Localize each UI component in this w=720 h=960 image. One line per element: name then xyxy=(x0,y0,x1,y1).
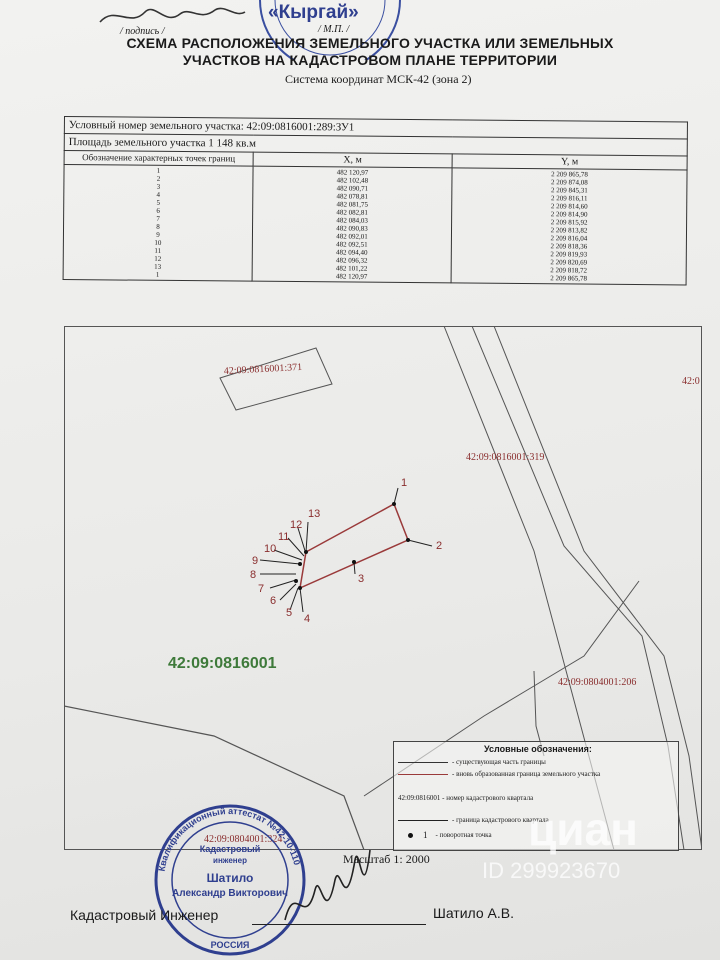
legend-existing-swatch xyxy=(398,762,448,763)
point-label: 2 xyxy=(436,540,443,552)
row-y: 2 209 814,90 xyxy=(550,210,588,219)
point-label: 10 xyxy=(264,543,277,555)
row-y: 2 209 874,08 xyxy=(551,178,588,187)
row-y: 2 209 845,31 xyxy=(550,186,588,195)
row-point: 3 xyxy=(156,182,161,191)
parcel-324-label: 42:09:0804001:324 xyxy=(204,834,283,845)
title-line-2: УЧАСТКОВ НА КАДАСТРОВОМ ПЛАНЕ ТЕРРИТОРИИ xyxy=(182,52,558,68)
stamp-name-1: Шатило xyxy=(206,871,254,885)
x-column xyxy=(252,166,452,283)
row-point: 12 xyxy=(154,254,162,263)
point-label: 7 xyxy=(258,583,265,595)
legend-new-swatch xyxy=(398,774,448,775)
row-y: 2 209 865,78 xyxy=(551,170,588,179)
stamp-ring-text: Квалификационный аттестат №42-10-110 xyxy=(156,805,303,873)
row-x: 482 081,75 xyxy=(336,200,369,209)
row-point: 8 xyxy=(156,222,160,231)
row-x: 482 090,83 xyxy=(336,224,368,233)
point-label: 11 xyxy=(278,531,290,543)
row-x: 482 084,03 xyxy=(336,216,368,225)
row-point: 10 xyxy=(154,238,162,247)
point-label: 9 xyxy=(252,555,259,567)
point-labels xyxy=(250,477,442,625)
watermark-id: ID 299923670 xyxy=(482,858,621,883)
legend-quarter-code: 42:09:0816001 xyxy=(398,794,441,802)
point-label: 12 xyxy=(290,519,303,531)
parcel-319-label: 42:09:0816001:319 xyxy=(466,452,545,463)
legend-turn-point-label: - поворотная точка xyxy=(435,831,492,839)
row-y: 2 209 818,72 xyxy=(550,266,588,275)
page-title xyxy=(70,35,670,69)
col-point-header: Обозначение характерных точек границ xyxy=(64,151,253,167)
row-x: 482 120,97 xyxy=(336,168,369,177)
signature-label: / подпись / xyxy=(120,26,165,37)
point-label: 3 xyxy=(358,573,365,585)
row-point: 13 xyxy=(154,262,162,271)
row-point: 1 xyxy=(155,270,160,279)
row-x: 482 102,48 xyxy=(336,176,369,185)
legend-existing-label: - существующая часть границы xyxy=(452,758,546,766)
point-leaders xyxy=(260,488,432,612)
company-name: «Кыргай» xyxy=(268,2,359,23)
row-y: 2 209 813,82 xyxy=(550,226,588,235)
row-x: 482 096,32 xyxy=(335,256,368,265)
parcel-area: Площадь земельного участка 1 148 кв.м xyxy=(64,134,687,156)
watermark-brand: циан xyxy=(528,803,638,855)
stamp-label: / М.П. / xyxy=(318,24,350,35)
row-x: 482 090,71 xyxy=(336,184,369,193)
legend-quarter xyxy=(398,794,533,802)
signature-scribble xyxy=(90,0,250,34)
parcel-371-label: 42:09:0816001:371 xyxy=(223,361,303,377)
col-y-header: Y, м xyxy=(452,154,687,170)
stamp-center-top: Кадастровый xyxy=(199,844,261,854)
row-y: 2 209 816,04 xyxy=(550,234,588,243)
legend-quarter-desc: - номер кадастрового квартала xyxy=(442,794,534,802)
parcel-206-label: 42:09:0804001:206 xyxy=(558,677,637,688)
legend-title: Условные обозначения: xyxy=(484,744,592,754)
coordinate-system: Система координат МСК-42 (зона 2) xyxy=(285,72,472,86)
row-y: 2 209 819,93 xyxy=(550,250,588,259)
stamp-name-2: Александр Викторович xyxy=(172,888,288,899)
row-point: 9 xyxy=(156,230,160,239)
y-column xyxy=(451,168,687,285)
point-label: 4 xyxy=(304,613,311,625)
point-label: 8 xyxy=(250,569,257,581)
point-label: 1 xyxy=(401,477,408,489)
row-x: 482 094,40 xyxy=(336,248,368,257)
legend-new xyxy=(398,770,600,778)
row-point: 5 xyxy=(156,198,161,207)
legend-turn-point xyxy=(408,830,492,840)
row-point: 2 xyxy=(156,174,161,183)
stamp-center-mid: инженер xyxy=(213,856,247,865)
parcel-371-outline xyxy=(220,348,332,410)
stamp-bottom: РОССИЯ xyxy=(210,940,250,950)
row-x: 482 078,81 xyxy=(336,192,369,201)
row-y: 2 209 818,36 xyxy=(550,242,588,251)
row-point: 6 xyxy=(156,206,160,215)
title-line-1: СХЕМА РАСПОЛОЖЕНИЯ ЗЕМЕЛЬНОГО УЧАСТКА ИЛИ ЗЕМЕЛЬНЫХ xyxy=(126,35,614,51)
legend-existing xyxy=(398,758,546,766)
row-y: 2 209 820,69 xyxy=(550,258,588,267)
engineer-signature xyxy=(275,820,385,940)
legend-cadastral xyxy=(398,816,549,824)
legend-new-label: - вновь образованная граница земельного участка xyxy=(452,770,601,778)
row-x: 482 120,97 xyxy=(335,272,368,281)
row-point: 11 xyxy=(154,246,162,255)
signature-line xyxy=(252,924,426,925)
point-label: 13 xyxy=(308,508,321,520)
legend-cadastral-swatch xyxy=(398,820,448,821)
row-point: 4 xyxy=(156,190,161,199)
coordinates-table xyxy=(63,116,688,285)
point-label: 5 xyxy=(286,607,293,619)
legend-point-swatch xyxy=(408,833,413,838)
row-y: 2 209 815,92 xyxy=(550,218,588,227)
map-scale: Масштаб 1: 2000 xyxy=(343,852,430,866)
legend-cadastral-label: - граница кадастрового квартала xyxy=(452,816,549,824)
parcel-number: Условный номер земельного участка: 42:09:0816001:289:ЗУ1 xyxy=(64,117,687,139)
point-label: 6 xyxy=(270,595,277,607)
col-x-header: X, м xyxy=(253,152,452,168)
row-x: 482 092,51 xyxy=(336,240,368,249)
edge-label: 42:0 xyxy=(682,376,700,387)
point-column xyxy=(63,165,253,282)
engineer-name: Шатило А.В. xyxy=(433,905,514,921)
row-y: 2 209 865,78 xyxy=(550,274,588,283)
row-x: 482 082,81 xyxy=(336,208,368,217)
row-x: 482 092,01 xyxy=(336,232,368,241)
legend-point-number: 1 xyxy=(423,830,428,840)
row-y: 2 209 816,11 xyxy=(551,194,588,203)
row-point: 1 xyxy=(156,166,161,175)
row-y: 2 209 814,60 xyxy=(550,202,588,211)
engineer-role: Кадастровый Инженер xyxy=(70,907,219,923)
row-x: 482 101,22 xyxy=(335,264,368,273)
quarter-number: 42:09:0816001 xyxy=(168,655,277,672)
row-point: 7 xyxy=(156,214,160,223)
